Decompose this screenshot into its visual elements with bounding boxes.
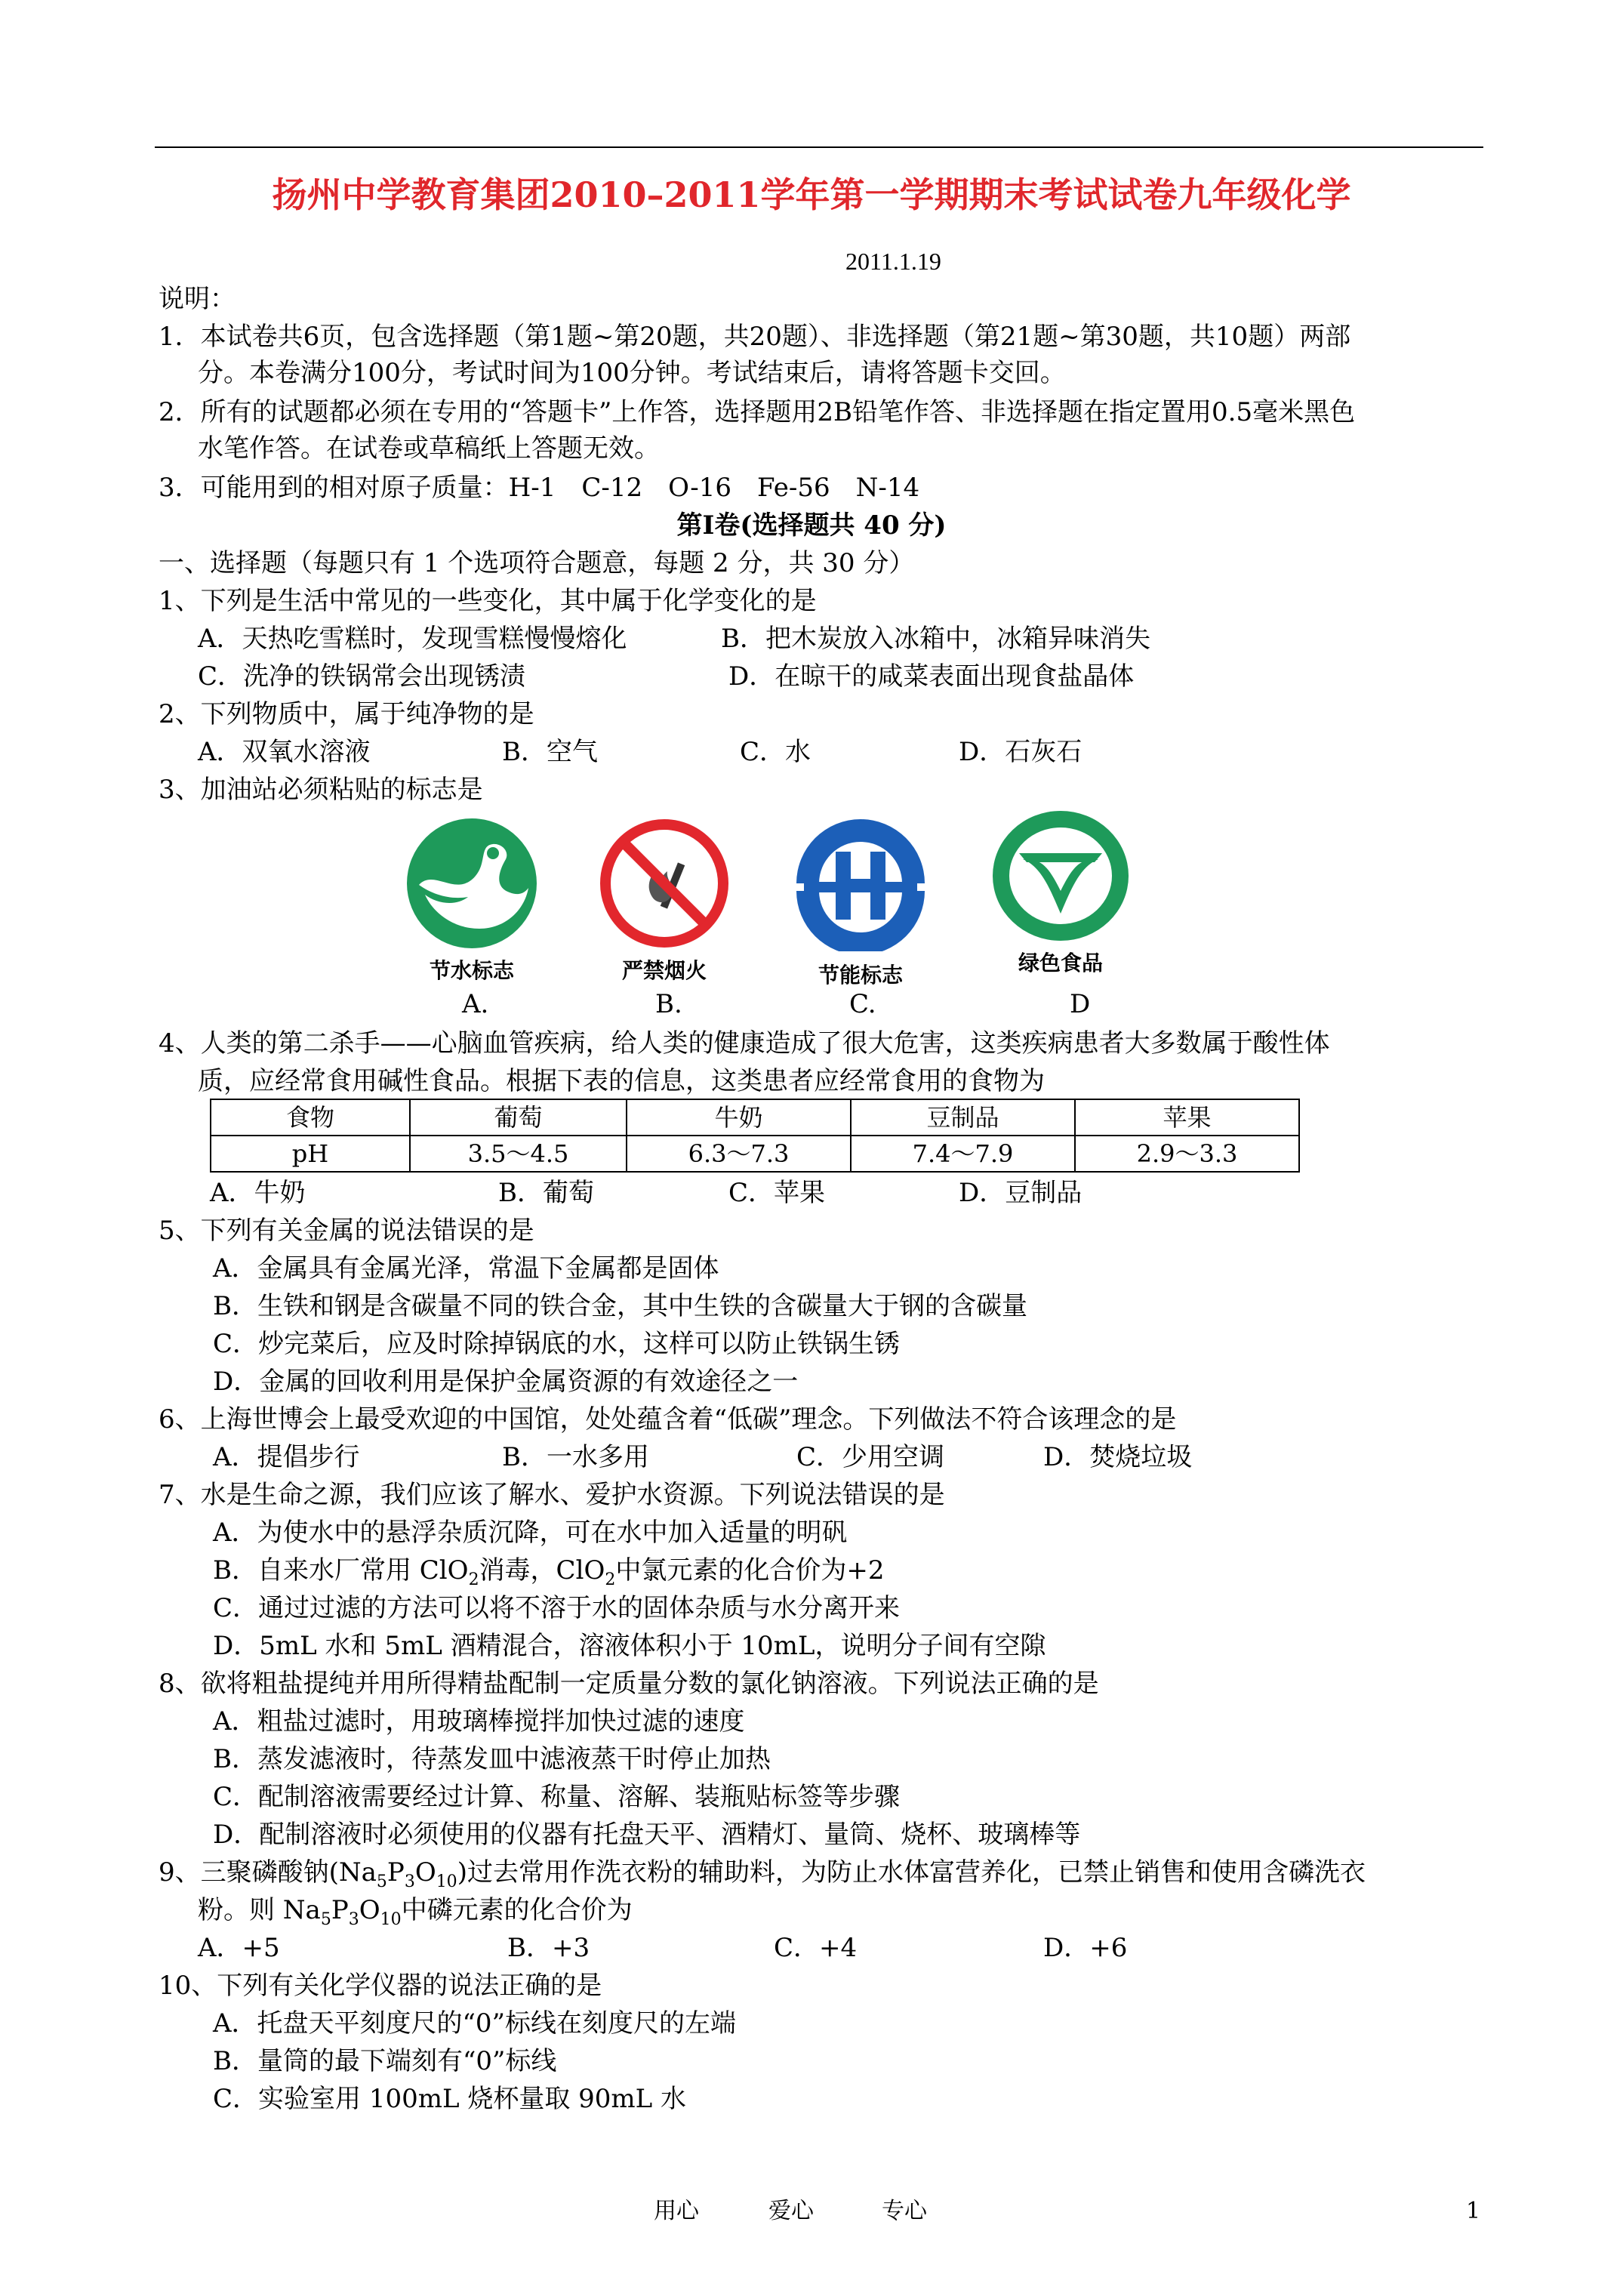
q9-text: P [387, 1857, 405, 1888]
ph-table-row [211, 1136, 1299, 1172]
q9-option-b: B．+3 [507, 1933, 590, 1963]
q10-option-c: C．实验室用 100mL 烧杯量取 90mL 水 [213, 2084, 687, 2114]
footer-word-1: 用心 [654, 2198, 699, 2224]
q1-option-b: B．把木炭放入冰箱中，冰箱异味消失 [721, 624, 1150, 654]
instruction-1-line1: 1．本试卷共6页，包含选择题（第1题~第20题，共20题）、非选择题（第21题~第30题，共10题）两部 [159, 322, 1351, 352]
q4-line2: 质，应经常食用碱性食品。根据下表的信息，这类患者应经常食用的食物为 [198, 1066, 1045, 1096]
q9-line1 [159, 1854, 1366, 1891]
q7-b-text: B．自来水厂常用 ClO [213, 1555, 469, 1586]
q8-option-d: D．配制溶液时必须使用的仪器有托盘天平、酒精灯、量筒、烧杯、玻璃棒等 [213, 1820, 1081, 1850]
q1-stem: 1、下列是生活中常见的一些变化，其中属于化学变化的是 [159, 586, 817, 616]
q3-stem: 3、加油站必须粘贴的标志是 [159, 775, 483, 805]
energy-saving-sign-icon [789, 815, 932, 951]
q9-text: P [331, 1895, 349, 1925]
q5-option-b: B．生铁和钢是含碳量不同的铁合金，其中生铁的含碳量大于钢的含碳量 [213, 1291, 1027, 1321]
q4-option-c: C．苹果 [728, 1178, 826, 1208]
footer-word-2: 爱心 [768, 2198, 814, 2224]
subscript: 10 [436, 1872, 457, 1891]
subscript: 5 [376, 1872, 387, 1891]
q8-option-a: A．粗盐过滤时，用玻璃棒搅拌加快过滤的速度 [213, 1706, 745, 1737]
table-header-cell: 食物 [211, 1099, 410, 1136]
table-cell: 6.3～7.3 [627, 1136, 851, 1172]
q9-text: O [414, 1857, 436, 1888]
sign-a-letter: A. [462, 989, 489, 1019]
q5-option-a: A．金属具有金属光泽，常温下金属都是固体 [213, 1253, 719, 1284]
q4-option-a: A．牛奶 [210, 1178, 306, 1208]
q6-stem: 6、上海世博会上最受欢迎的中国馆，处处蕴含着“低碳”理念。下列做法不符合该理念的是 [159, 1404, 1177, 1435]
q7-b-text: 中氯元素的化合价为+2 [615, 1555, 885, 1586]
table-header-cell: 豆制品 [851, 1099, 1075, 1136]
q5-option-c: C．炒完菜后，应及时除掉锅底的水，这样可以防止铁锅生锈 [213, 1329, 901, 1359]
table-header-cell: 苹果 [1075, 1099, 1299, 1136]
section-title: 第Ⅰ卷(选择题共 40 分) [676, 510, 947, 541]
subscript: 3 [404, 1872, 415, 1891]
table-header-cell: 葡萄 [410, 1099, 627, 1136]
q10-option-a: A．托盘天平刻度尺的“0”标线在刻度尺的左端 [213, 2008, 736, 2039]
q2-stem: 2、下列物质中，属于纯净物的是 [159, 699, 534, 729]
instruction-3: 3．可能用到的相对原子质量：H-1 C-12 O-16 Fe-56 N-14 [159, 473, 920, 503]
q6-option-c: C．少用空调 [796, 1442, 945, 1472]
exam-date: 2011.1.19 [845, 248, 941, 275]
sign-d-letter: D [1070, 989, 1091, 1019]
sign-d-caption: 绿色食品 [1018, 951, 1103, 975]
q9-text: 粉。则 Na [198, 1895, 321, 1925]
instruction-2-line2: 水笔作答。在试卷或草稿纸上答题无效。 [198, 433, 660, 464]
subscript: 3 [348, 1909, 359, 1929]
subscript: 10 [380, 1909, 402, 1929]
sign-b-letter: B. [655, 989, 682, 1019]
q9-option-d: D．+6 [1043, 1933, 1128, 1963]
q8-stem: 8、欲将粗盐提纯并用所得精盐配制一定质量分数的氯化钠溶液。下列说法正确的是 [159, 1669, 1099, 1699]
q2-option-d: D．石灰石 [959, 737, 1083, 767]
table-cell: 3.5～4.5 [410, 1136, 627, 1172]
q1-option-d: D．在晾干的咸菜表面出现食盐晶体 [728, 661, 1135, 692]
instruction-2-line1: 2．所有的试题都必须在专用的“答题卡”上作答，选择题用2B铅笔作答、非选择题在指定置用0.5毫米黑色 [159, 397, 1356, 427]
subscript: 5 [320, 1909, 331, 1929]
sign-b-caption: 严禁烟火 [621, 958, 707, 983]
q10-stem: 10、下列有关化学仪器的说法正确的是 [159, 1971, 602, 2001]
q7-stem: 7、水是生命之源，我们应该了解水、爱护水资源。下列说法错误的是 [159, 1480, 945, 1510]
q7-option-b [213, 1552, 884, 1589]
q4-option-d: D．豆制品 [959, 1178, 1083, 1208]
q5-stem: 5、下列有关金属的说法错误的是 [159, 1216, 534, 1246]
q4-option-b: B．葡萄 [498, 1178, 594, 1208]
q5-option-d: D．金属的回收利用是保护金属资源的有效途径之一 [213, 1367, 799, 1397]
sign-c-caption: 节能标志 [818, 963, 903, 988]
q7-option-a: A．为使水中的悬浮杂质沉降，可在水中加入适量的明矾 [213, 1518, 848, 1548]
q9-option-c: C．+4 [774, 1933, 858, 1963]
header-rule [155, 146, 1483, 148]
instruction-1-line2: 分。本卷满分100分，考试时间为100分钟。考试结束后，请将答题卡交回。 [198, 358, 1066, 388]
q10-option-b: B．量筒的最下端刻有“0”标线 [213, 2046, 557, 2076]
q6-option-a: A．提倡步行 [213, 1442, 360, 1472]
q7-option-d: D．5mL 水和 5mL 酒精混合，溶液体积小于 10mL，说明分子间有空隙 [213, 1631, 1046, 1661]
table-header-cell: 牛奶 [627, 1099, 851, 1136]
q9-option-a: A．+5 [198, 1933, 280, 1963]
q6-option-d: D．焚烧垃圾 [1043, 1442, 1193, 1472]
q4-line1: 4、人类的第二杀手——心脑血管疾病，给人类的健康造成了很大危害，这类疾病患者大多数属于酸性体 [159, 1028, 1330, 1059]
q2-option-a: A．双氧水溶液 [198, 737, 371, 767]
q8-option-c: C．配制溶液需要经过计算、称量、溶解、装瓶贴标签等步骤 [213, 1782, 901, 1812]
q2-option-b: B．空气 [502, 737, 598, 767]
no-fire-sign-icon [596, 815, 732, 951]
subscript: 2 [605, 1570, 616, 1589]
page-number: 1 [1466, 2198, 1481, 2224]
q9-text: 9、三聚磷酸钠(Na [159, 1857, 377, 1888]
exam-title: 扬州中学教育集团2010–2011学年第一学期期末考试试卷九年级化学 [272, 174, 1351, 215]
green-food-sign-icon [989, 808, 1132, 944]
q9-text: O [359, 1895, 380, 1925]
table-cell: 7.4～7.9 [851, 1136, 1075, 1172]
footer-word-3: 专心 [882, 2198, 927, 2224]
table-cell: pH [211, 1136, 410, 1172]
sign-c-letter: C. [849, 989, 876, 1019]
table-cell: 2.9～3.3 [1075, 1136, 1299, 1172]
water-saving-sign-icon [404, 815, 540, 951]
ph-table [210, 1099, 1300, 1173]
q6-option-b: B．一水多用 [502, 1442, 649, 1472]
instructions-heading: 说明： [159, 284, 236, 314]
sign-a-caption: 节水标志 [429, 958, 514, 983]
ph-table-header-row [211, 1099, 1299, 1136]
q1-option-a: A．天热吃雪糕时，发现雪糕慢慢熔化 [198, 624, 627, 654]
q1-option-c: C．洗净的铁锅常会出现锈渍 [198, 661, 526, 692]
q9-text: )过去常用作洗衣粉的辅助料，为防止水体富营养化，已禁止销售和使用含磷洗衣 [457, 1857, 1366, 1888]
q8-option-b: B．蒸发滤液时，待蒸发皿中滤液蒸干时停止加热 [213, 1744, 771, 1774]
q9-text: 中磷元素的化合价为 [401, 1895, 633, 1925]
q2-option-c: C．水 [740, 737, 812, 767]
q7-b-text: 消毒，ClO [479, 1555, 605, 1586]
subscript: 2 [468, 1570, 479, 1589]
q9-line2 [198, 1892, 633, 1928]
part1-heading: 一、选择题（每题只有 1 个选项符合题意，每题 2 分，共 30 分） [159, 548, 915, 578]
q7-option-c: C．通过过滤的方法可以将不溶于水的固体杂质与水分离开来 [213, 1593, 901, 1623]
